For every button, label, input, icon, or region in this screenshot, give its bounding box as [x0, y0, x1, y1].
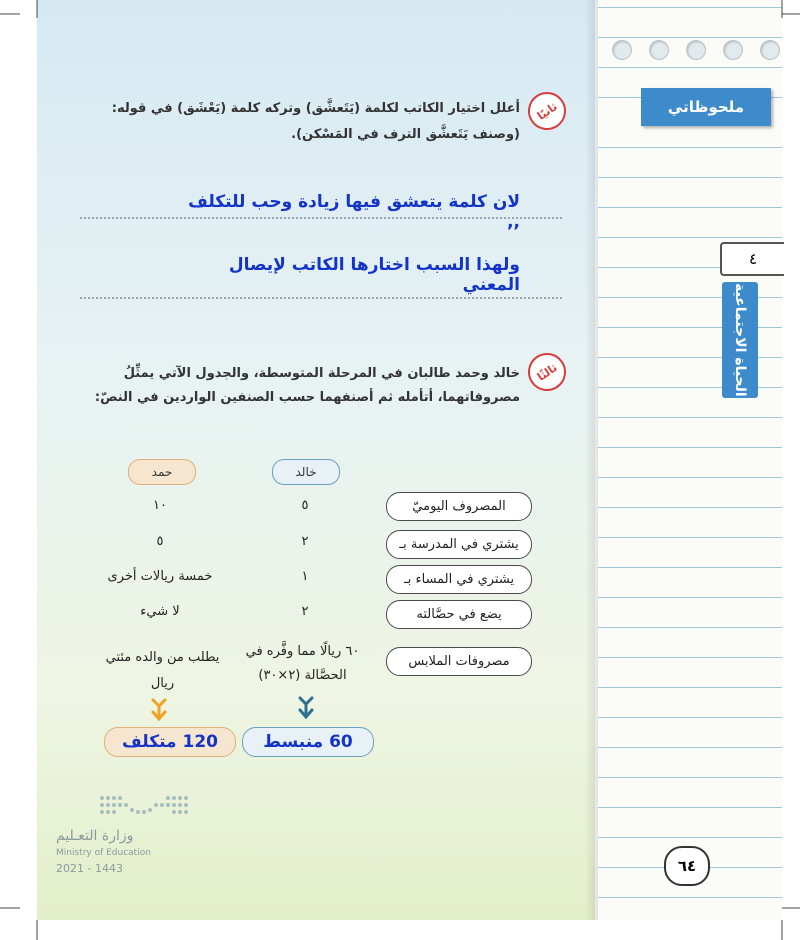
question-2-line-1: خالد وحمد طالبان في المرحلة المتوسطة، والجدول الآتي يمثِّلُ [123, 366, 520, 381]
answer-line-2: ولهذا السبب اختارها الكاتب لإيصال المعني [228, 255, 520, 295]
page-number: ٦٤ [664, 846, 710, 886]
ministry-year: 2021 - 1443 [56, 862, 123, 875]
unit-number: ٤ [720, 242, 784, 276]
row-label: يشتري في المدرسة بـ [386, 530, 532, 559]
khalid-clothes-line-1: ٦٠ ريالًا مما وفَّره في [245, 644, 360, 659]
question-1-line-1: أعلل اختيار الكاتب لكلمة (يَتَعشَّق) وتركه كلمة (يَعْشَق) في قوله: [111, 101, 520, 116]
hamad-value: خمسة ريالات أخرى [107, 569, 213, 584]
khalid-result: 60 منبسط [242, 727, 374, 757]
answer-line-1: لان كلمة يتعشق فيها زيادة وحب للتكلف ,, [188, 192, 520, 232]
notes-tab-label: ملحوظاتي [641, 88, 771, 126]
unit-title: الحياة الاجتماعية [722, 282, 758, 398]
question-badge: ثانيًا [521, 85, 574, 138]
khalid-value: ٥ [301, 498, 309, 513]
column-header-hamad: حمد [128, 459, 196, 485]
ministry-name-arabic: وزارة التعـليم [56, 828, 134, 844]
question-badge: ثالثًا [521, 346, 574, 399]
ministry-name-english: Ministry of Education [56, 848, 151, 858]
row-label: يضع في حصَّالته [386, 600, 532, 629]
khalid-value: ١ [301, 569, 309, 584]
question-2-line-2: مصروفاتهما، أتأمله ثم أصنفهما حسب الصنفين الواردين في النصّ: [94, 390, 520, 405]
hamad-clothes-line-1: يطلب من والده مئتي [105, 650, 220, 665]
hamad-result: 120 متكلف [104, 727, 236, 757]
question-1-line-2: (وصنف يَتَعشَّق الترف في المَسْكن). [291, 127, 520, 142]
hamad-value: لا شيء [140, 604, 180, 619]
khalid-clothes-line-2: الحصَّالة (٢×٣٠) [258, 668, 347, 683]
khalid-value: ٢ [301, 604, 309, 619]
hamad-clothes-line-2: ريال [150, 676, 175, 691]
hamad-value: ٥ [156, 534, 164, 549]
row-label: مصروفات الملابس [386, 647, 532, 676]
khalid-value: ٢ [301, 534, 309, 549]
row-label: يشتري في المساء بـ [386, 565, 532, 594]
column-header-khalid: خالد [272, 459, 340, 485]
row-label: المصروف اليوميّ [386, 492, 532, 521]
hamad-value: ١٠ [153, 498, 167, 513]
